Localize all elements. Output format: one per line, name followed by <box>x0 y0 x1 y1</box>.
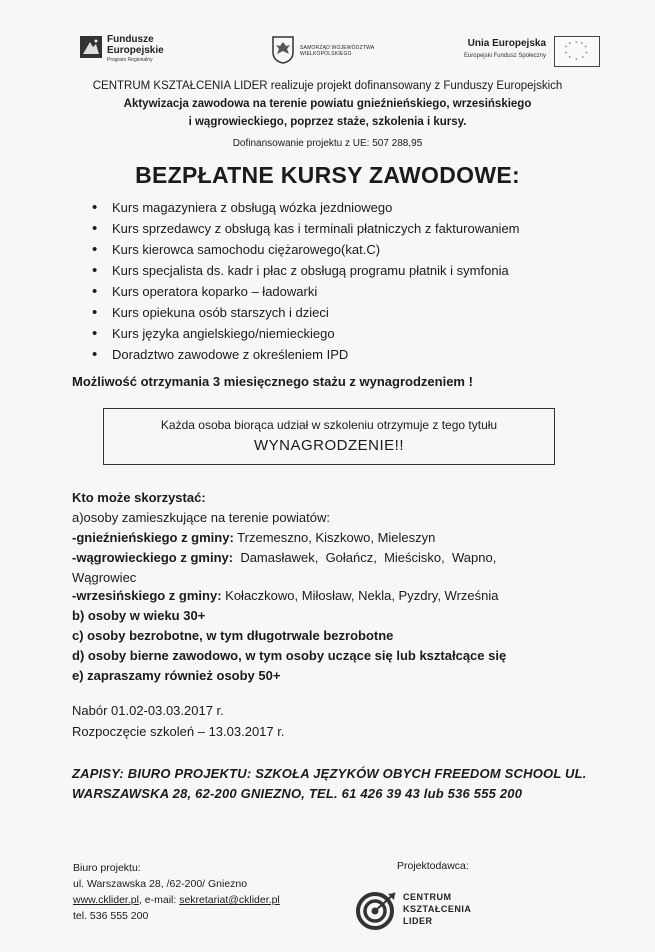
ckl-line2: KSZTAŁCENIA <box>403 904 472 914</box>
who-gniezno <box>72 528 435 548</box>
intro-line3: i wągrowieckiego, poprzez staże, szkolenia i kursy. <box>188 116 467 128</box>
target-arrow-icon <box>355 889 399 931</box>
intro-line1: CENTRUM KSZTAŁCENIA LIDER realizuje projekt dofinansowany z Funduszy Europejskich <box>92 80 563 92</box>
salary-box-line1: Każda osoba biorąca udział w szkoleniu otrzymuje z tego tytułu <box>160 418 498 432</box>
centrum-ksztalcenia-lider-logo <box>355 887 495 935</box>
who-wagrowiec-text: Damasławek, Gołańcz, Mieścisko, Wapno, <box>233 550 497 565</box>
fe-flag-icon <box>80 36 102 58</box>
list-item: • Kurs języka angielskiego/niemieckiego <box>92 323 520 344</box>
svg-text:*: * <box>568 42 571 48</box>
office-contact <box>73 860 280 924</box>
svg-text:*: * <box>564 51 568 57</box>
who-wrzesnia <box>72 586 499 606</box>
list-item: • Kurs specjalista ds. kadr i płac z obsługą programu płatnik i symfonia <box>92 260 520 281</box>
salary-box-line2: WYNAGRODZENIE!! <box>253 437 404 454</box>
who-wrzesnia-label: -wrzesińskiego z gminy: <box>72 588 222 603</box>
registration-info <box>72 764 632 804</box>
registration-line2: WARSZAWSKA 28, 62-200 GNIEZNO, TEL. 61 426 39 43 lub 536 555 200 <box>72 786 523 801</box>
who-gniezno-text: Trzemeszno, Kiszkowo, Mieleszyn <box>233 530 436 545</box>
who-b: b) osoby w wieku 30+ <box>72 608 206 623</box>
who-wrzesnia-text: Kołaczkowo, Miłosław, Nekla, Pyzdry, Września <box>221 588 499 603</box>
wielkopolska-logo <box>272 36 412 66</box>
who-heading: Kto może skorzystać: <box>72 490 206 505</box>
who-e: e) zapraszamy również osoby 50+ <box>72 668 281 683</box>
svg-text:*: * <box>585 51 588 57</box>
eu-flag-icon <box>554 36 600 67</box>
wlkp-line1: SAMORZĄD WOJEWÓDZTWA <box>300 45 375 51</box>
wlkp-line2: WIELKOPOLSKIEGO <box>300 51 352 57</box>
who-gniezno-label: -gnieźnieńskiego z gminy: <box>72 530 234 545</box>
fundusze-europejskie-logo <box>80 34 210 68</box>
office-address: ul. Warszawska 28, /62-200/ Gniezno <box>73 878 248 890</box>
funding-amount: Dofinansowanie projektu z UE: 507 288,95 <box>232 138 423 149</box>
salary-box <box>103 408 555 465</box>
list-item: • Kurs operatora koparko – ładowarki <box>92 281 520 302</box>
list-item: • Kurs magazyniera z obsługą wózka jezdniowego <box>92 197 520 218</box>
list-item: • Kurs sprzedawcy z obsługą kas i terminali płatniczych z fakturowaniem <box>92 218 520 239</box>
ue-sub: Europejski Fundusz Społeczny <box>463 53 546 59</box>
website-link[interactable]: www.cklider.pl <box>73 894 139 906</box>
svg-text:*: * <box>564 46 568 52</box>
office-label: Biuro projektu: <box>73 862 141 874</box>
ue-title: Unia Europejska <box>467 38 546 49</box>
email-link[interactable]: sekretariat@cklider.pl <box>179 894 280 906</box>
internship-note: Możliwość otrzymania 3 miesięcznego stażu z wynagrodzeniem ! <box>72 374 473 389</box>
email-prefix: , e-mail: <box>138 894 180 906</box>
ckl-line3: LIDER <box>403 916 433 926</box>
list-item: • Doradztwo zawodowe z określeniem IPD <box>92 344 520 365</box>
ckl-line1: CENTRUM <box>403 892 452 902</box>
page-title: BEZPŁATNE KURSY ZAWODOWE: <box>135 162 520 188</box>
recruitment-dates: Nabór 01.02-03.03.2017 r. <box>72 703 224 718</box>
office-phone: tel. 536 555 200 <box>73 910 149 922</box>
who-wagrowiec-2: Wągrowiec <box>72 570 137 585</box>
registration-line1: ZAPISY: BIURO PROJEKTU: SZKOŁA JĘZYKÓW OBYCH FREEDOM SCHOOL UL. <box>72 766 587 781</box>
projektodawca-label: Projektodawca: <box>397 860 469 872</box>
training-start: Rozpoczęcie szkoleń – 13.03.2017 r. <box>72 724 285 739</box>
who-wagrowiec-label: -wągrowieckiego z gminy: <box>72 550 234 565</box>
list-item: • Kurs kierowca samochodu ciężarowego(kat.C) <box>92 239 520 260</box>
svg-text:*: * <box>575 41 578 47</box>
fe-logo-line1: Fundusze <box>107 34 154 45</box>
svg-text:*: * <box>568 56 571 62</box>
who-a: a)osoby zamieszkujące na terenie powiatów: <box>72 510 330 525</box>
list-item: • Kurs opiekuna osób starszych i dzieci <box>92 302 520 323</box>
svg-text:*: * <box>581 56 585 62</box>
svg-text:*: * <box>575 58 578 64</box>
unia-europejska-logo <box>430 36 600 70</box>
svg-text:*: * <box>580 42 584 48</box>
intro-line2: Aktywizacja zawodowa na terenie powiatu gnieźnieńskiego, wrzesińskiego <box>123 98 532 110</box>
courses-list <box>92 197 520 365</box>
eagle-crest-icon <box>272 36 294 64</box>
who-wagrowiec <box>72 548 496 568</box>
svg-text:*: * <box>584 46 587 52</box>
who-d: d) osoby bierne zawodowo, w tym osoby uczące się lub kształcące się <box>72 648 507 663</box>
fe-logo-sub: Program Regionalny <box>107 57 153 63</box>
fe-logo-line2: Europejskie <box>107 45 164 56</box>
who-c: c) osoby bezrobotne, w tym długotrwale bezrobotne <box>72 628 394 643</box>
